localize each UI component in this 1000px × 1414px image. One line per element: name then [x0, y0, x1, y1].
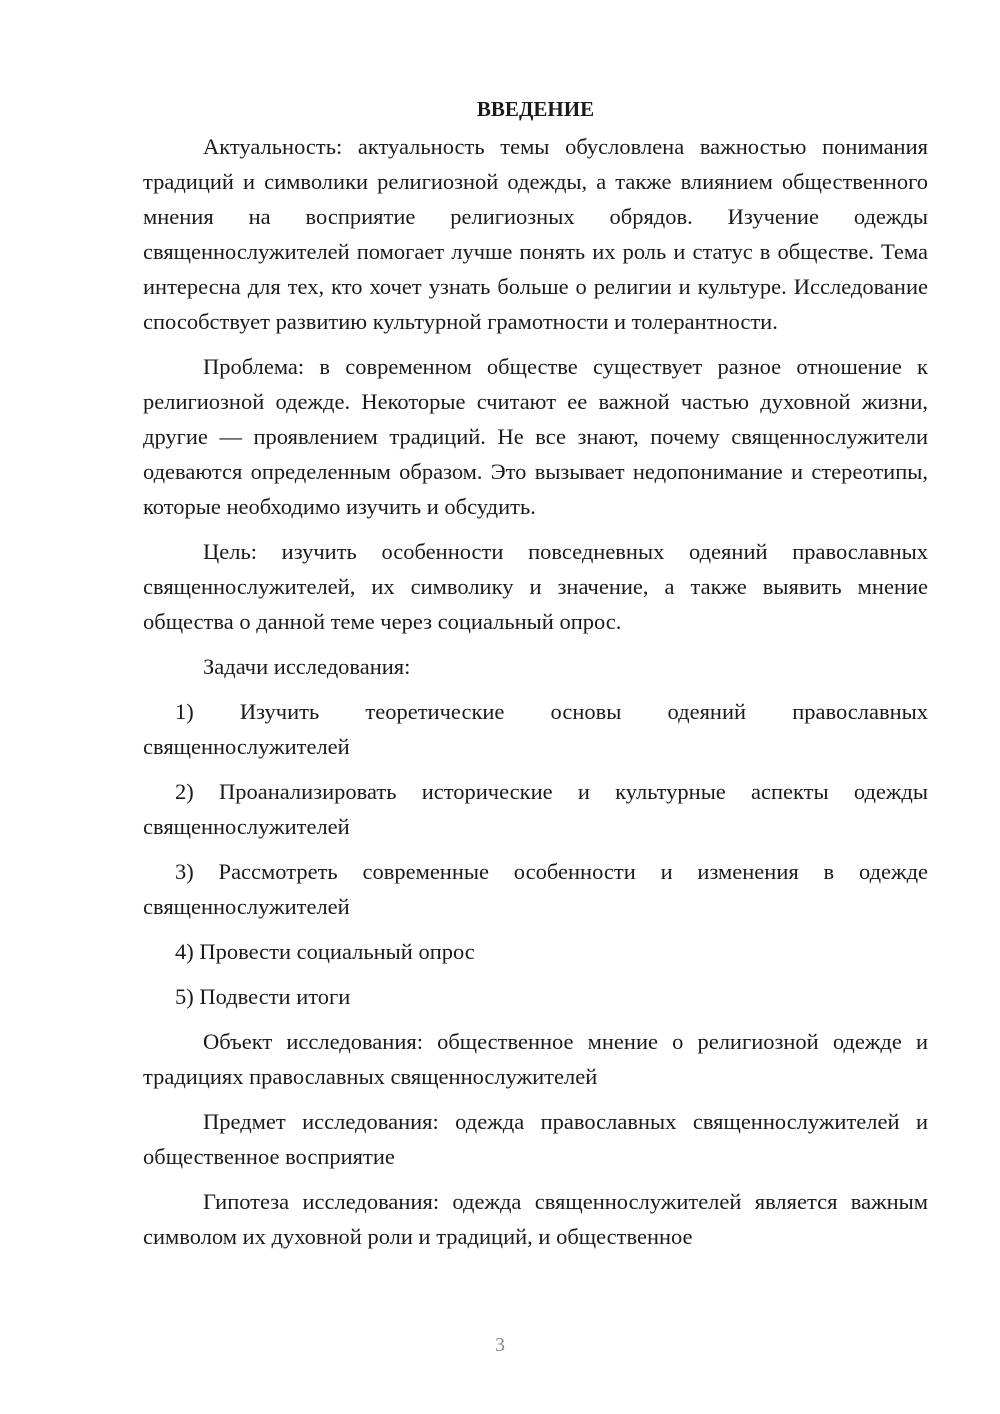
subject-paragraph: Предмет исследования: одежда православных священнослужителей и общественное восприятие: [143, 1109, 928, 1169]
hypothesis-paragraph: Гипотеза исследования: одежда священнослужителей является важным символом их духовной роли и традиций, и общественное: [143, 1189, 928, 1249]
page-number: 3: [495, 1334, 505, 1356]
task-item-4: 4) Провести социальный опрос: [175, 939, 475, 964]
object-paragraph: Объект исследования: общественное мнение о религиозной одежде и традициях православных священнослужителей: [143, 1029, 928, 1089]
tasks-list: [143, 694, 928, 1014]
section-title: ВВЕДЕНИЕ: [476, 97, 595, 121]
task-item-2: 2) Проанализировать исторические и культурные аспекты одежды священнослужителей: [143, 779, 928, 839]
goal-paragraph: Цель: изучить особенности повседневных одеяний православных священнослужителей, их символику и значение, а также выявить мнение общества о данной теме через социальный опрос.: [143, 539, 928, 634]
relevance-paragraph: Актуальность: актуальность темы обусловлена важностью понимания традиций и символики религиозной одежды, а также влиянием общественного мнения на восприятие религиозных обрядов. Изучение одежды священнослужителей помогает лучше понять их роль и статус в обществе. Тема интересна для тех, кто хочет узнать больше о религии и культуре. Исследование способствует развитию культурной грамотности и толерантности.: [143, 134, 928, 334]
task-item-1: 1) Изучить теоретические основы одеяний православных священнослужителей: [143, 699, 928, 759]
document-page: [143, 92, 928, 1264]
task-item-3: 3) Рассмотреть современные особенности и изменения в одежде священнослужителей: [143, 859, 928, 919]
task-item-5: 5) Подвести итоги: [175, 984, 351, 1009]
tasks-heading: Задачи исследования:: [203, 654, 411, 679]
problem-paragraph: Проблема: в современном обществе существует разное отношение к религиозной одежде. Некоторые считают ее важной частью духовной жизни, другие — проявлением традиций. Не все знают, почему священнослужители одеваются определенным образом. Это вызывает недопонимание и стереотипы, которые необходимо изучить и обсудить.: [143, 354, 928, 519]
